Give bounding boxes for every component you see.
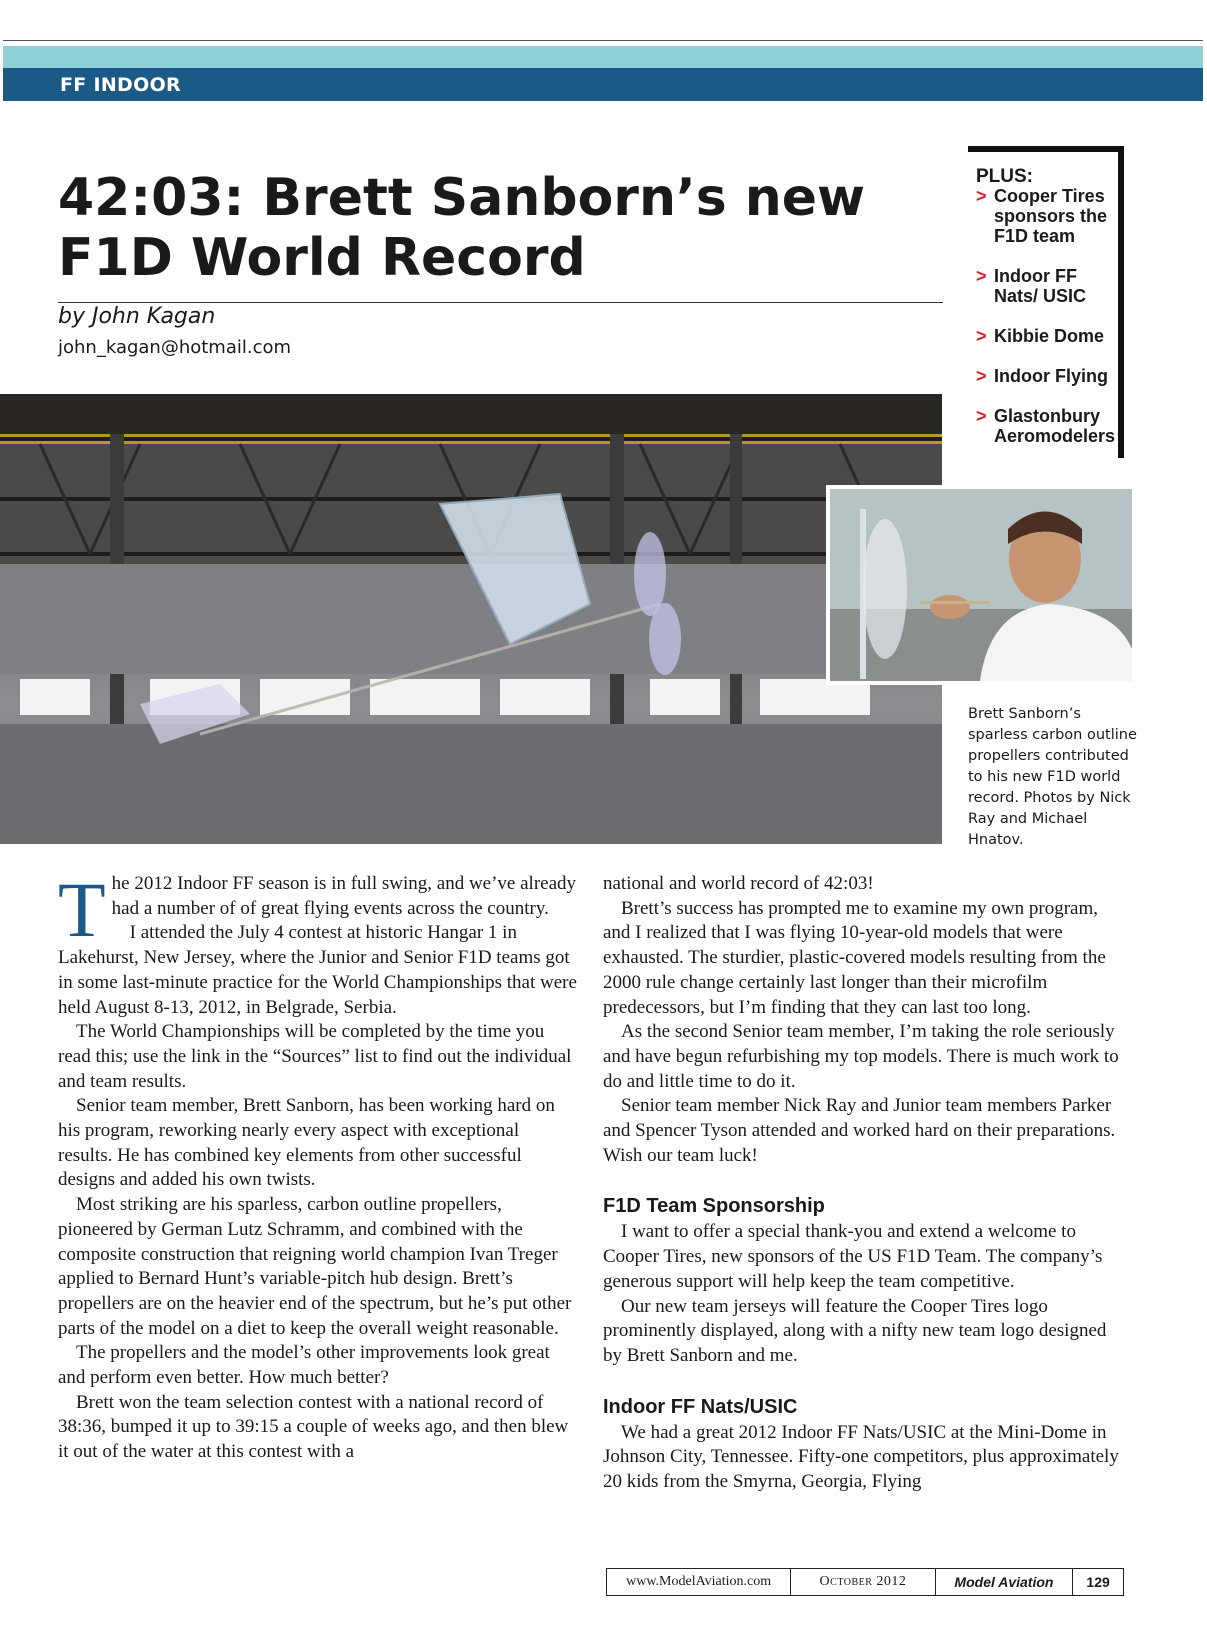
hero-photo <box>0 394 942 844</box>
author-email: john_kagan@hotmail.com <box>58 337 292 358</box>
modeler-portrait-illustration <box>830 489 1132 681</box>
title-rule <box>58 302 943 303</box>
paragraph: The 2012 Indoor FF season is in full swing, and we’ve already had a number of of great flying events across the country. <box>58 866 577 953</box>
footer-url[interactable]: www.ModelAviation.com <box>607 1569 791 1595</box>
byline: by John Kagan <box>58 304 216 329</box>
plus-item[interactable]: > Kibbie Dome <box>976 326 1105 346</box>
paragraph: The propellers and the model’s other improvements look great and perform even better. How much better? <box>58 1342 550 1389</box>
plus-item[interactable]: > Indoor FF Nats/ USIC <box>976 266 1087 306</box>
arrow-icon: > <box>976 326 987 346</box>
footer-issue: October 2012 <box>791 1569 935 1595</box>
paragraph: Our new team jerseys will feature the Cooper Tires logo prominently displayed, along with a nifty new team logo designed by Brett Sanborn and me. <box>603 1295 1107 1366</box>
page-footer <box>606 1568 1124 1596</box>
paragraph: Brett’s success has prompted me to examine my own program, and I realized that I was flying 10-year-old models that were exhausted. The sturdier, plastic-covered models resulting from the 2000 rule change certainly last longer than their microfilm predecessors, but I’m finding that they can last too long. <box>603 897 1106 1018</box>
section-label: FF INDOOR <box>60 74 181 96</box>
inset-photo <box>826 485 1136 685</box>
paragraph: We had a great 2012 Indoor FF Nats/USIC at the Mini-Dome in Johnson City, Tennessee. Fifty-one competitors, plus approximately 20 kids from the Smyrna, Georgia, Flying <box>603 1421 1119 1493</box>
paragraph: national and world record of 42:03! <box>603 873 874 894</box>
subhead-sponsorship: F1D Team Sponsorship <box>603 1195 825 1218</box>
footer-magazine: Model Aviation <box>936 1569 1073 1595</box>
arrow-icon: > <box>976 186 987 206</box>
plus-item[interactable]: > Cooper Tires sponsors the F1D team <box>976 186 1108 246</box>
paragraph: Most striking are his sparless, carbon outline propellers, pioneered by German Lutz Schramm, and combined with the composite construction that reigning world champion Ivan Treger applied to Bernard Hunt’s variable-pitch hub design. Brett’s propellers are on the heavier end of the spectrum, but he’s put other parts of the model on a diet to keep the overall weight reasonable. <box>58 1194 572 1339</box>
paragraph: Senior team member Nick Ray and Junior team members Parker and Spencer Tyson attended and worked hard on their preparations. Wish our team luck! <box>603 1095 1116 1166</box>
hangar-scene-illustration <box>0 394 942 844</box>
paragraph: As the second Senior team member, I’m taking the role seriously and have begun refurbishing my top models. There is much work to do and little time to do it. <box>603 1021 1119 1092</box>
paragraph: Senior team member, Brett Sanborn, has been working hard on his program, reworking nearly every aspect with exceptional results. He has combined key elements from other successful designs and added his own twists. <box>58 1095 555 1191</box>
paragraph: The World Championships will be completed by the time you read this; use the link in the “Sources” list to find out the individual and team results. <box>58 1021 572 1092</box>
page-number: 129 <box>1086 1574 1110 1590</box>
top-rule <box>3 40 1203 41</box>
arrow-icon: > <box>976 266 987 286</box>
arrow-icon: > <box>976 406 987 426</box>
drop-cap: T <box>58 866 106 953</box>
body-column-right <box>603 872 1123 1495</box>
article-title: 42:03: Brett Sanborn’s new F1D World Record <box>58 168 866 288</box>
header-band-dark <box>3 68 1203 101</box>
plus-list <box>976 186 1124 466</box>
plus-item[interactable]: > Glastonbury Aeromodelers <box>976 406 1116 446</box>
plus-item[interactable]: > Indoor Flying <box>976 366 1108 386</box>
subhead-nats: Indoor FF Nats/USIC <box>603 1395 798 1418</box>
header-band-light <box>3 46 1203 68</box>
paragraph: I want to offer a special thank-you and extend a welcome to Cooper Tires, new sponsors of the US F1D Team. The company’s generous support will help keep the team competitive. <box>603 1221 1103 1292</box>
paragraph: I attended the July 4 contest at historic Hangar 1 in Lakehurst, New Jersey, where the Junior and Senior F1D teams got in some last-minute practice for the World Championships that were held August 8-13, 2012, in Belgrade, Serbia. <box>58 922 577 1018</box>
body-column-left <box>58 866 578 1465</box>
arrow-icon: > <box>976 366 987 386</box>
plus-title: PLUS: <box>976 166 1033 187</box>
photo-caption: Brett Sanborn’s sparless carbon outline propellers contributed to his new F1D world record. Photos by Nick Ray and Michael Hnatov. <box>968 706 1137 848</box>
paragraph: Brett won the team selection contest with a national record of 38:36, bumped it up to 39:15 a couple of weeks ago, and then blew it out of the water at this contest with a <box>58 1391 569 1463</box>
